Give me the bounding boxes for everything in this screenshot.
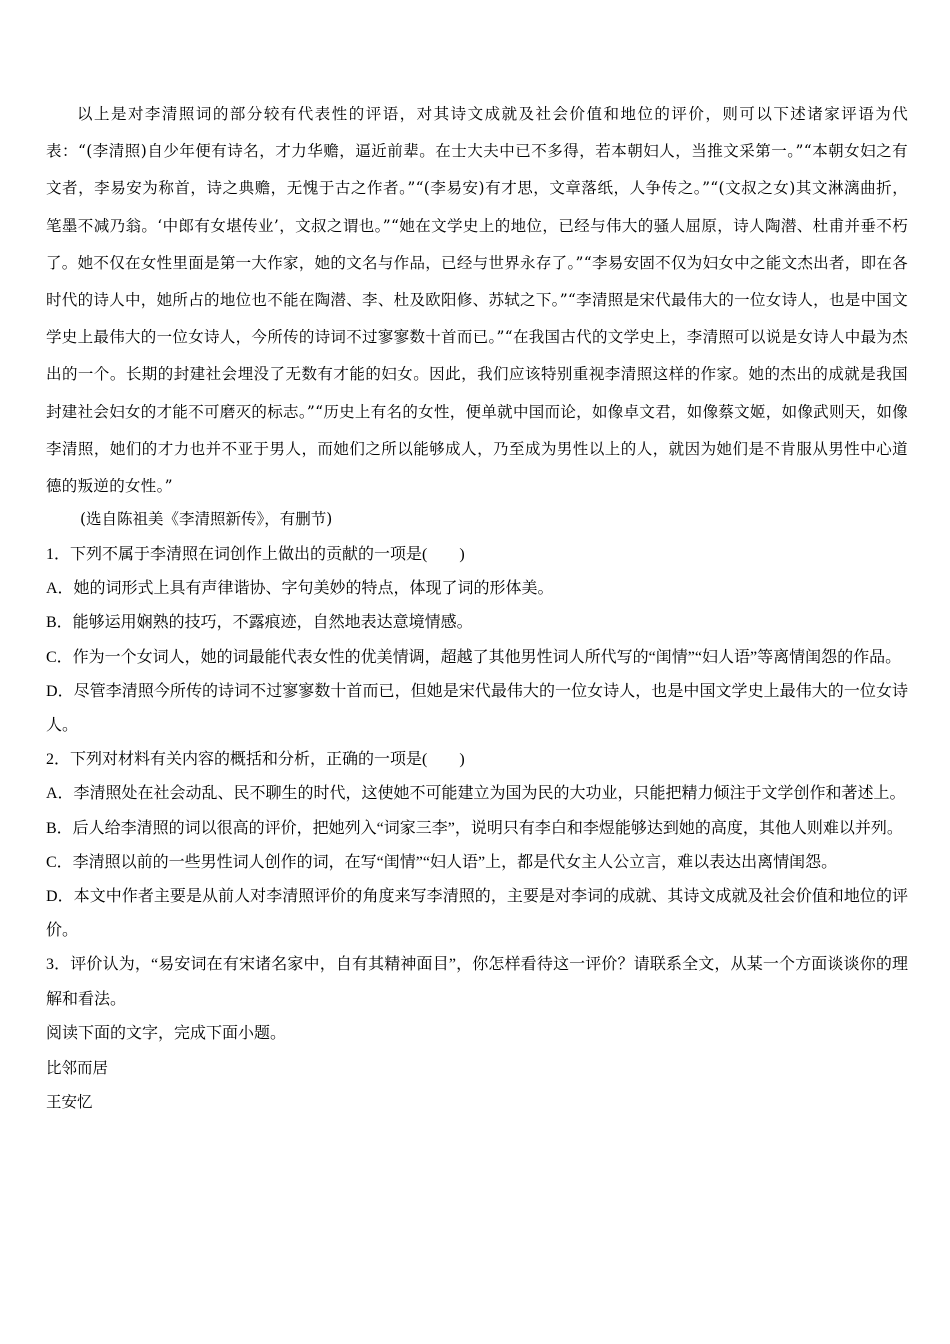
next-passage-author: 王安忆 [46,1093,93,1112]
question-2-stem: 2．下列对材料有关内容的概括和分析，正确的一项是( ) [46,751,465,769]
next-passage-title: 比邻而居 [46,1059,109,1078]
passage-source: (选自陈祖美《李清照新传》，有删节) [80,510,333,528]
question-2-option-d: D．本文中作者主要是从前人对李清照评价的角度来写李清照的，主要是对李词的成就、其诗文成就及社会价值和地位的评价。 [46,888,908,940]
question-3-stem: 3．评价认为，“易安词在有宋诸名家中，自有其精神面目”，你怎样看待这一评价？请联系全文，从某一个方面谈谈你的理解和看法。 [46,956,908,1008]
question-1-option-b: B．能够运用娴熟的技巧，不露痕迹，自然地表达意境情感。 [46,614,473,632]
question-2-option-b: B．后人给李清照的词以很高的评价，把她列入“词家三李”，说明只有李白和李煜能够达到她的高度，其他人则难以并列。 [46,819,903,837]
question-1-option-c: C．作为一个女词人，她的词最能代表女性的优美情调，超越了其他男性词人所代写的“闺情”“妇人语”等离情闺怨的作品。 [46,648,902,666]
question-2-option-c: C．李清照以前的一些男性词人创作的词，在写“闺情”“妇人语”上，都是代女主人公立言，难以表达出离情闺怨。 [46,853,838,871]
reading-instruction: 阅读下面的文字，完成下面小题。 [46,1024,287,1042]
question-2-option-a: A．李清照处在社会动乱、民不聊生的时代，这使她不可能建立为国为民的大功业，只能把精力倾注于文学创作和著述上。 [46,785,906,803]
question-1-stem: 1．下列不属于李清照在词创作上做出的贡献的一项是( ) [46,546,465,563]
question-1-option-a: A．她的词形式上具有声律谐协、字句美妙的特点，体现了词的形体美。 [46,580,554,598]
questions-section [46,538,908,1119]
passage-paragraph: 以上是对李清照词的部分较有代表性的评语，对其诗文成就及社会价值和地位的评价，则可以下述诸家评语为代表：“(李清照)自少年便有诗名，才力华赡，逼近前辈。在士大夫中已不多得，若本朝妇人，当推文采第一。”“本朝女妇之有文者，李易安为称首，诗之典赡，无愧于古之作者。”“(李易安)有才思，文章落纸，人争传之。”“(文叔之女)其文淋漓曲折，笔墨不减乃翁。‘中郎有女堪传业’，文叔之谓也。”“她在文学史上的地位，已经与伟大的骚人屈原，诗人陶潜、杜甫并垂不朽了。她不仅在女性里面是第一大作家，她的文名与作品，已经与世界永存了。”“李易安固不仅为妇女中之能文杰出者，即在各时代的诗人中，她所占的地位也不能在陶潜、李、杜及欧阳修、苏轼之下。”“李清照是宋代最伟大的一位女诗人，也是中国文学史上最伟大的一位女诗人，今所传的诗词不过寥寥数十首而已。”“在我国古代的文学史上，李清照可以说是女诗人中最为杰出的一个。长期的封建社会埋没了无数有才能的妇女。因此，我们应该特别重视李清照这样的作家。她的杰出的成就是我国封建社会妇女的才能不可磨灭的标志。”“历史上有名的女性，便单就中国而论，如像卓文君，如像蔡文姬，如像武则天，如像李清照，她们的才力也并不亚于男人，而她们之所以能够成人，乃至成为男性以上的人，就因为她们是不肯服从男性中心道德的叛逆的女性。” [46,105,908,496]
question-1-option-d: D．尽管李清照今所传的诗词不过寥寥数十首而已，但她是宋代最伟大的一位女诗人，也是中国文学史上最伟大的一位女诗人。 [46,682,908,735]
